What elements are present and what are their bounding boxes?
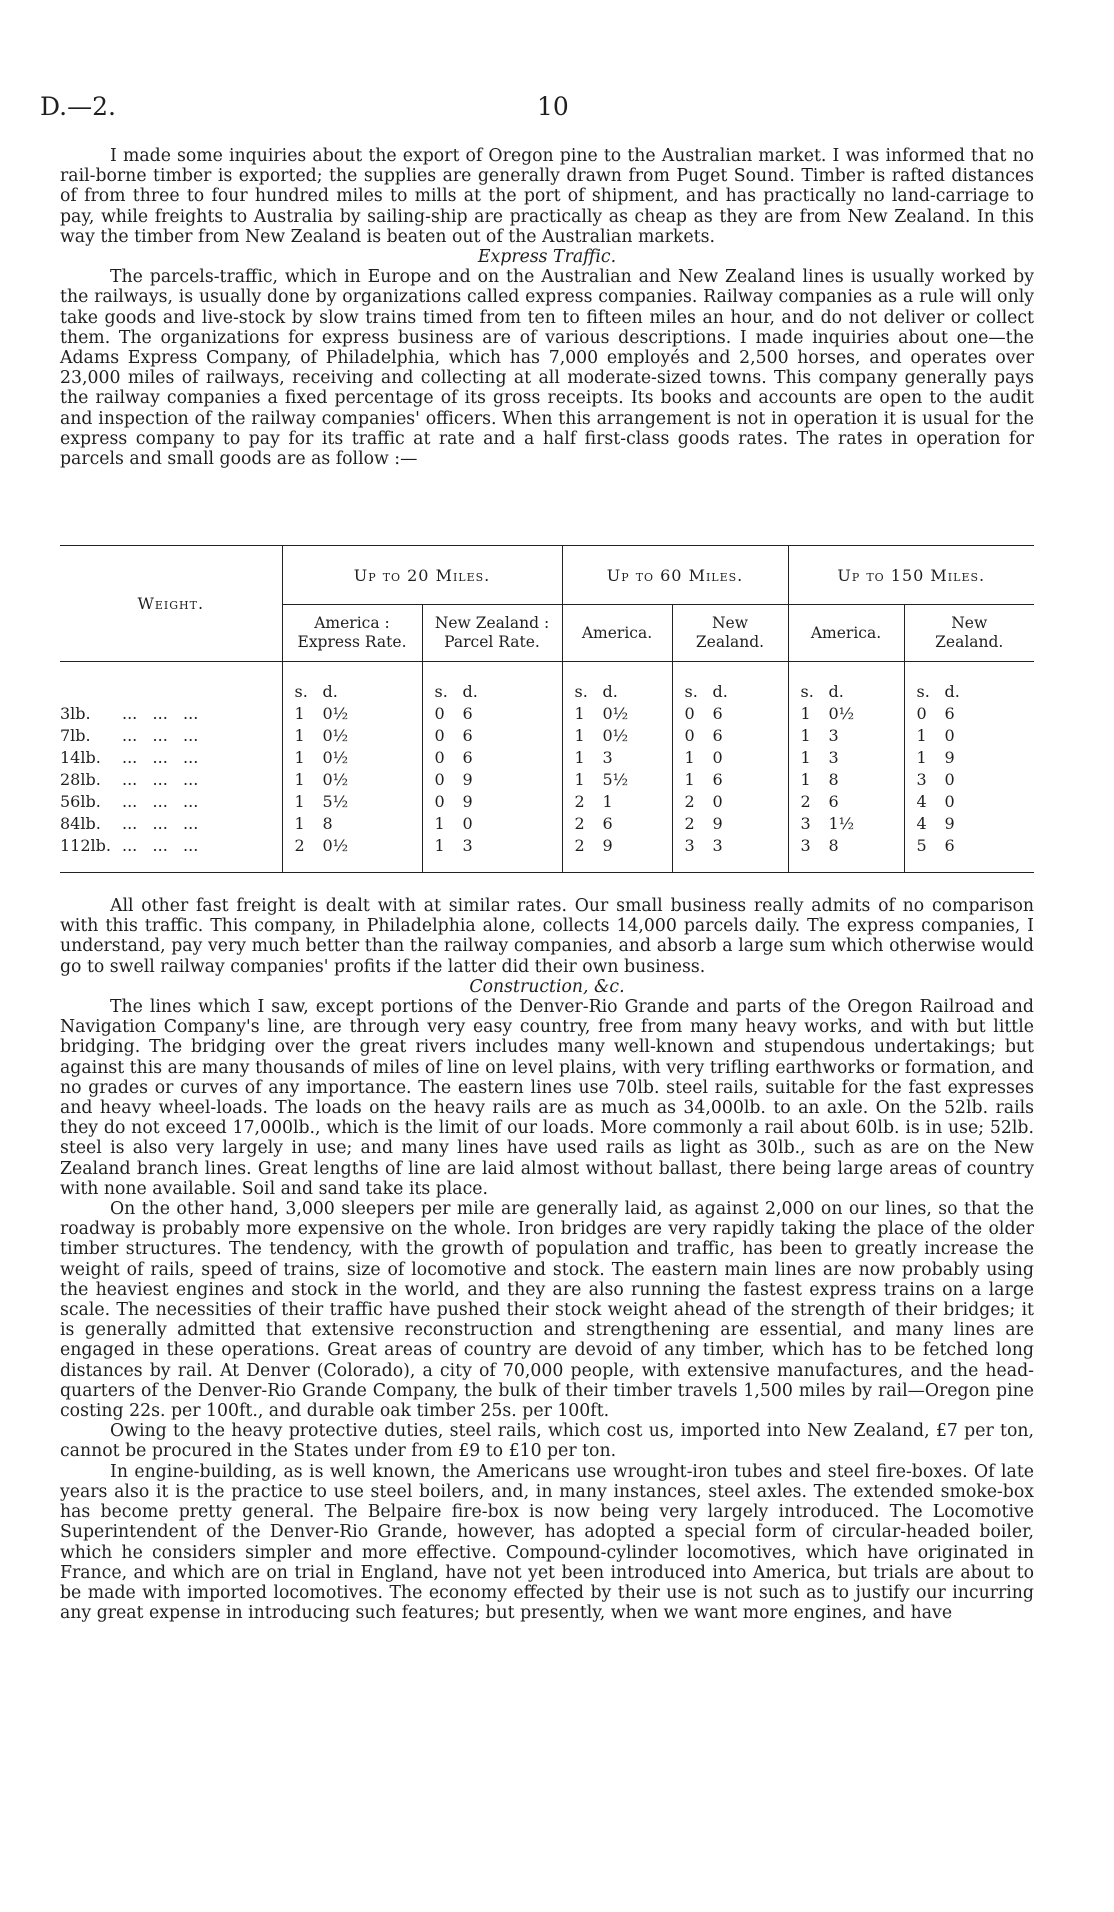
rate-cell: 1 0½: [562, 702, 672, 724]
subheader-america-60: America.: [562, 605, 672, 662]
rates-table: [60, 545, 1034, 873]
construction-paragraph-1: The lines which I saw, except portions of the Denver-Rio Grande and parts of the Oregon Railroad and Navigation Company's line, are through very easy country, free from many heavy works, and with but little bridging. The bridging over the great rivers includes many well-known and stupendous undertakings; but against this are many thousands of miles of line on level plains, with very trifling earthworks or formation, and no grades or curves of any importance. The eastern lines use 70lb. steel rails, suitable for the fast expresses and heavy wheel-loads. The loads on the heavy rails are as much as 34,000lb. to an axle. On the 52lb. rails they do not exceed 17,000lb., which is the limit of our loads. More commonly a rail about 60lb. is in use; 52lb. steel is also very largely in use; and many lines have used rails as light as 30lb., such as are on the New Zealand branch lines. Great lengths of line are laid almost without ballast, there being large areas of country with none available. Soil and sand take its place.: [60, 997, 1034, 1199]
rate-cell: 1 3: [788, 724, 904, 746]
rate-cell: 3 8: [788, 834, 904, 856]
table-row: [60, 746, 1034, 768]
rate-cell: 1 3: [788, 746, 904, 768]
rate-cell: 4 0: [904, 790, 1034, 812]
after-table-paragraph: All other fast freight is dealt with at similar rates. Our small business really admits of no comparison with this traffic. This company, in Philadelphia alone, collects 14,000 parcels daily. The express companies, I understand, pay very much better than the railway companies, and absorb a large sum which otherwise would go to swell railway companies' profits if the latter did their own business.: [60, 896, 1034, 977]
weight-label: 84lb. ... ... ...: [60, 813, 199, 833]
rate-cell: 1 5½: [562, 768, 672, 790]
rate-cell: 4 9: [904, 812, 1034, 834]
rate-cell: 0 6: [904, 702, 1034, 724]
rate-cell: 1 3: [422, 834, 562, 856]
rate-cell: 1 0½: [562, 724, 672, 746]
rate-cell: 2 9: [672, 812, 788, 834]
rate-cell: 1 3: [562, 746, 672, 768]
rate-cell: 5 6: [904, 834, 1034, 856]
table-row: [60, 768, 1034, 790]
page-number: 10: [537, 92, 569, 121]
rate-cell: 1 0½: [282, 702, 422, 724]
subheader-america-express: America : Express Rate.: [282, 605, 422, 662]
rate-cell: 3 1½: [788, 812, 904, 834]
rate-cell: 1 0: [422, 812, 562, 834]
rate-cell: 1 5½: [282, 790, 422, 812]
table-row: [60, 724, 1034, 746]
rate-cell: 0 6: [422, 724, 562, 746]
rate-cell: 1 6: [672, 768, 788, 790]
group-header-60: Up to 60 Miles.: [562, 546, 788, 605]
construction-paragraph-3: Owing to the heavy protective duties, steel rails, which cost us, imported into New Zealand, £7 per ton, cannot be procured in the States under from £9 to £10 per ton.: [60, 1421, 1034, 1462]
rate-cell: 1 0½: [788, 702, 904, 724]
rate-cell: 2 9: [562, 834, 672, 856]
table-row: [60, 702, 1034, 724]
rate-cell: 1 8: [282, 812, 422, 834]
construction-paragraph-2: On the other hand, 3,000 sleepers per mile are generally laid, as against 2,000 on our lines, so that the roadway is probably more expensive on the whole. Iron bridges are very rapidly taking the place of the older timber structures. The tendency, with the growth of population and traffic, has been to greatly increase the weight of rails, speed of trains, size of locomotive and stock. The eastern main lines are now probably using the heaviest engines and stock in the world, and they are also running the fastest express trains on a large scale. The necessities of their traffic have pushed their stock weight ahead of the strength of their bridges; it is generally admitted that extensive reconstruction and strengthening are essential, and many lines are engaged in these operations. Great areas of country are devoid of any timber, which has to be fetched long distances by rail. At Denver (Colorado), a city of 70,000 people, with extensive manufactures, and the head-quarters of the Denver-Rio Grande Company, the bulk of their timber travels 1,500 miles by rail—Oregon pine costing 22s. per 100ft., and durable oak timber 25s. per 100ft.: [60, 1199, 1034, 1422]
rate-cell: 0 9: [422, 790, 562, 812]
weight-label: 112lb. ... ... ...: [60, 835, 199, 855]
rate-rows: [60, 702, 1034, 856]
intro-section: [60, 146, 1034, 469]
weight-label: 14lb. ... ... ...: [60, 747, 199, 767]
rate-cell: 2 0½: [282, 834, 422, 856]
group-header-150: Up to 150 Miles.: [788, 546, 1034, 605]
construction-heading: Construction, &c.: [469, 976, 625, 997]
subheader-nz-150: New Zealand.: [904, 605, 1034, 662]
rate-cell: 1 0½: [282, 746, 422, 768]
units-row: s. d. s. d. s. d. s. d. s. d. s. d.: [60, 680, 1034, 702]
construction-paragraph-4: In engine-building, as is well known, the Americans use wrought-iron tubes and steel fire-boxes. Of late years also it is the practice to use steel boilers, and, in many instances, steel axles. The extended smoke-box has become pretty general. The Belpaire fire-box is now being very largely introduced. The Locomotive Superintendent of the Denver-Rio Grande, however, has adopted a special form of circular-headed boiler, which he considers simpler and more effective. Compound-cylinder locomotives, which have originated in France, and which are on trial in England, have not yet been introduced into America, but trials are about to be made with imported locomotives. The economy effected by their use is not such as to justify our incurring any great expense in introducing such features; but presently, when we want more engines, and have: [60, 1461, 1034, 1624]
rate-cell: 0 6: [422, 746, 562, 768]
intro-paragraph: I made some inquiries about the export of Oregon pine to the Australian market. I was informed that no rail-borne timber is exported; the supplies are generally drawn from Puget Sound. Timber is rafted distances of from three to four hundred miles to mills at the port of shipment, and has practically no land-carriage to pay, while freights to Australia by sailing-ship are practically as cheap as they are from New Zealand. In this way the timber from New Zealand is beaten out of the Australian markets.: [60, 146, 1034, 247]
weight-label: 28lb. ... ... ...: [60, 769, 199, 789]
weight-header: Weight.: [60, 546, 282, 662]
body-section: [60, 896, 1034, 1623]
rate-cell: 3 0: [904, 768, 1034, 790]
rate-cell: 2 0: [672, 790, 788, 812]
weight-label: 3lb. ... ... ...: [60, 703, 199, 723]
subheader-america-150: America.: [788, 605, 904, 662]
rate-cell: 1 0½: [282, 768, 422, 790]
rate-cell: 0 6: [672, 702, 788, 724]
express-heading: Express Traffic.: [477, 247, 617, 268]
rate-cell: 3 3: [672, 834, 788, 856]
rate-cell: 1 9: [904, 746, 1034, 768]
subheader-nz-parcel: New Zealand : Parcel Rate.: [422, 605, 562, 662]
table-row: [60, 790, 1034, 812]
express-paragraph: The parcels-traffic, which in Europe and on the Australian and New Zealand lines is usually worked by the railways, is usually done by organizations called express companies. Railway companies as a rule will only take goods and live-stock by slow trains timed from ten to fifteen miles an hour, and do not deliver or collect them. The organizations for express business are of various descriptions. I made inquiries about one—the Adams Express Company, of Philadelphia, which has 7,000 employés and 2,500 horses, and operates over 23,000 miles of railways, receiving and collecting at all moderate-sized towns. This company generally pays the railway companies a fixed percentage of its gross receipts. Its books and accounts are open to the audit and inspection of the railway companies' officers. When this arrangement is not in operation it is usual for the express company to pay for its traffic at rate and a half first-class goods rates. The rates in operation for parcels and small goods are as follow :—: [60, 267, 1034, 470]
rate-cell: 0 6: [422, 702, 562, 724]
rate-cell: 2 1: [562, 790, 672, 812]
table-row: [60, 812, 1034, 834]
rate-cell: 2 6: [788, 790, 904, 812]
weight-label: 7lb. ... ... ...: [60, 725, 199, 745]
document-reference: D.—2.: [40, 92, 116, 121]
rate-cell: 0 9: [422, 768, 562, 790]
weight-label: 56lb. ... ... ...: [60, 791, 199, 811]
rate-cell: 1 0: [904, 724, 1034, 746]
rate-cell: 1 8: [788, 768, 904, 790]
rate-cell: 1 0½: [282, 724, 422, 746]
rate-cell: 2 6: [562, 812, 672, 834]
subheader-nz-60: New Zealand.: [672, 605, 788, 662]
table-row: [60, 834, 1034, 856]
rate-cell: 1 0: [672, 746, 788, 768]
group-header-20: Up to 20 Miles.: [282, 546, 562, 605]
rate-cell: 0 6: [672, 724, 788, 746]
